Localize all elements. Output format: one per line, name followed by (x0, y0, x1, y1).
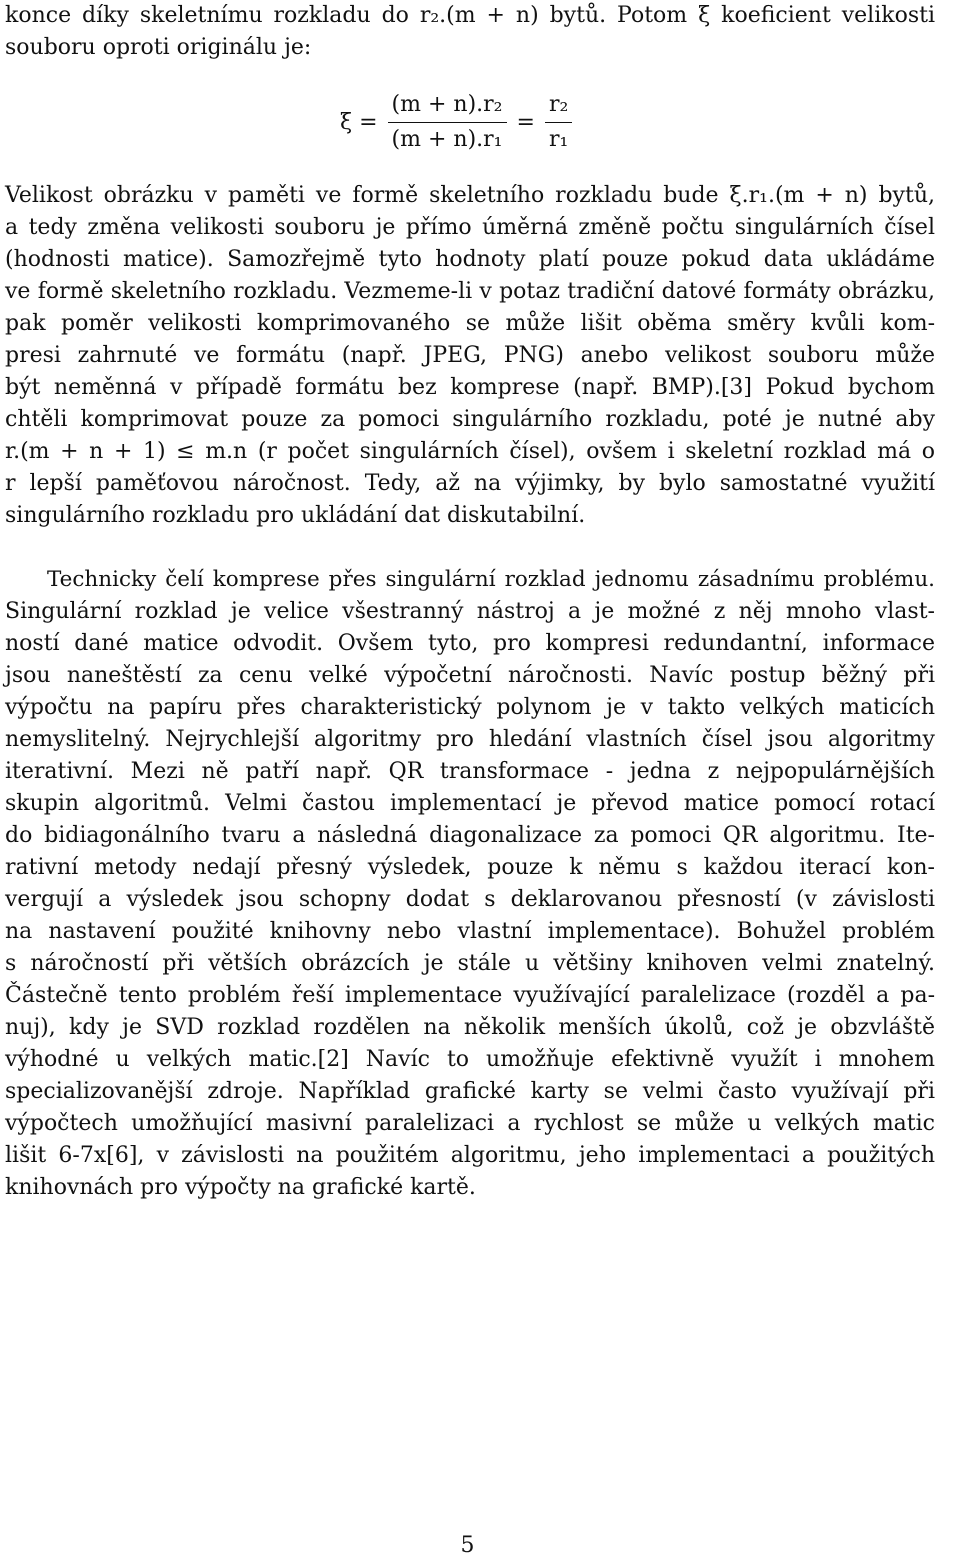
text-line: vergují a výsledek jsou schopny dodat s deklarovanou přesností (v závislosti (5, 887, 935, 912)
text-line: být neměnná v případě formátu bez komprese (např. BMP).[3] Pokud bychom (5, 375, 935, 400)
equation-lhs: ξ = (340, 109, 378, 135)
text-line: rativní metody nedají přesný výsledek, pouze k němu s každou iterací kon- (5, 855, 935, 880)
text-line: jsou naneštěstí za cenu velké výpočetní náročnosti. Navíc postup běžný při (5, 663, 935, 688)
text-line: iterativní. Mezi ně patří např. QR transformace - jedna z nejpopulárnějších (5, 759, 935, 784)
text-line: r lepší paměťovou náročnost. Tedy, až na výjimky, by bylo samostatné využití (5, 471, 935, 496)
text-line: Částečně tento problém řeší implementace využívající paralelizace (rozděl a pa- (5, 983, 935, 1008)
text-line: Velikost obrázku v paměti ve formě skeletního rozkladu bude ξ.r₁.(m + n) bytů, (5, 183, 935, 208)
text-line: ve formě skeletního rozkladu. Vezmeme-li v potaz tradiční datové formáty obrázku, (5, 279, 935, 304)
text-line: chtěli komprimovat pouze za pomoci singulárního rozkladu, poté je nutné aby (5, 407, 935, 432)
text-line: skupin algoritmů. Velmi častou implementací je převod matice pomocí rotací (5, 791, 935, 816)
text-line: s náročností při větších obrázcích je stále u většiny knihoven velmi znatelný. (5, 951, 935, 976)
fraction-2 (545, 92, 572, 153)
text-line: nemyslitelný. Nejrychlejší algoritmy pro hledání vlastních čísel jsou algoritmy (5, 727, 935, 752)
text-line: specializovanější zdroje. Například grafické karty se velmi často využívají při (5, 1079, 935, 1104)
text-line: souboru oproti originálu je: (5, 35, 312, 60)
fraction-2-denominator: r₁ (548, 126, 569, 152)
text-line: výpočtu na papíru přes charakteristický polynom je v takto velkých maticích (5, 695, 935, 720)
fraction-1-numerator: (m + n).r₂ (388, 92, 507, 123)
text-line: Technicky čelí komprese přes singulární rozklad jednomu zásadnímu problému. (47, 567, 935, 592)
text-line: (hodnosti matice). Samozřejmě tyto hodnoty platí pouze pokud data ukládáme (5, 247, 935, 272)
text-line: a tedy změna velikosti souboru je přímo úměrná změně počtu singulárních čísel (5, 215, 935, 240)
text-line: nuj), kdy je SVD rozklad rozdělen na několik menších úkolů, což je obzvláště (5, 1015, 935, 1040)
text-line: výpočtech umožňující masivní paralelizaci a rychlost se může u velkých matic (5, 1111, 935, 1136)
equation-xi (340, 82, 572, 162)
text-line: výhodné u velkých matic.[2] Navíc to umožňuje efektivně využít i mnohem (5, 1047, 935, 1072)
equation-equals: = (516, 109, 535, 135)
text-line: ností dané matice odvodit. Ovšem tyto, pro kompresi redundantní, informace (5, 631, 935, 656)
text-line: singulárního rozkladu pro ukládání dat diskutabilní. (5, 503, 586, 528)
text-line: lišit 6-7x[6], v závislosti na použitém algoritmu, jeho implementaci a použitých (5, 1143, 935, 1168)
text-line: presi zahrnuté ve formátu (např. JPEG, PNG) anebo velikost souboru může (5, 343, 935, 368)
fraction-1 (388, 92, 507, 153)
fraction-2-numerator: r₂ (545, 92, 572, 123)
text-line: na nastavení použité knihovny nebo vlastní implementace). Bohužel problém (5, 919, 935, 944)
text-line: pak poměr velikosti komprimovaného se může lišit oběma směry kvůli kom- (5, 311, 935, 336)
text-line: do bidiagonálního tvaru a následná diagonalizace za pomoci QR algoritmu. Ite- (5, 823, 935, 848)
fraction-1-denominator: (m + n).r₁ (391, 126, 503, 152)
page-number: 5 (460, 1533, 475, 1558)
text-line: r.(m + n + 1) ≤ m.n (r počet singulárních čísel), ovšem i skeletní rozklad má o (5, 439, 935, 464)
text-line: konce díky skeletnímu rozkladu do r₂.(m + n) bytů. Potom ξ koeficient velikosti (5, 3, 935, 28)
text-line: Singulární rozklad je velice všestranný nástroj a je možné z něj mnoho vlast- (5, 599, 935, 624)
text-line: knihovnách pro výpočty na grafické kartě. (5, 1175, 476, 1200)
